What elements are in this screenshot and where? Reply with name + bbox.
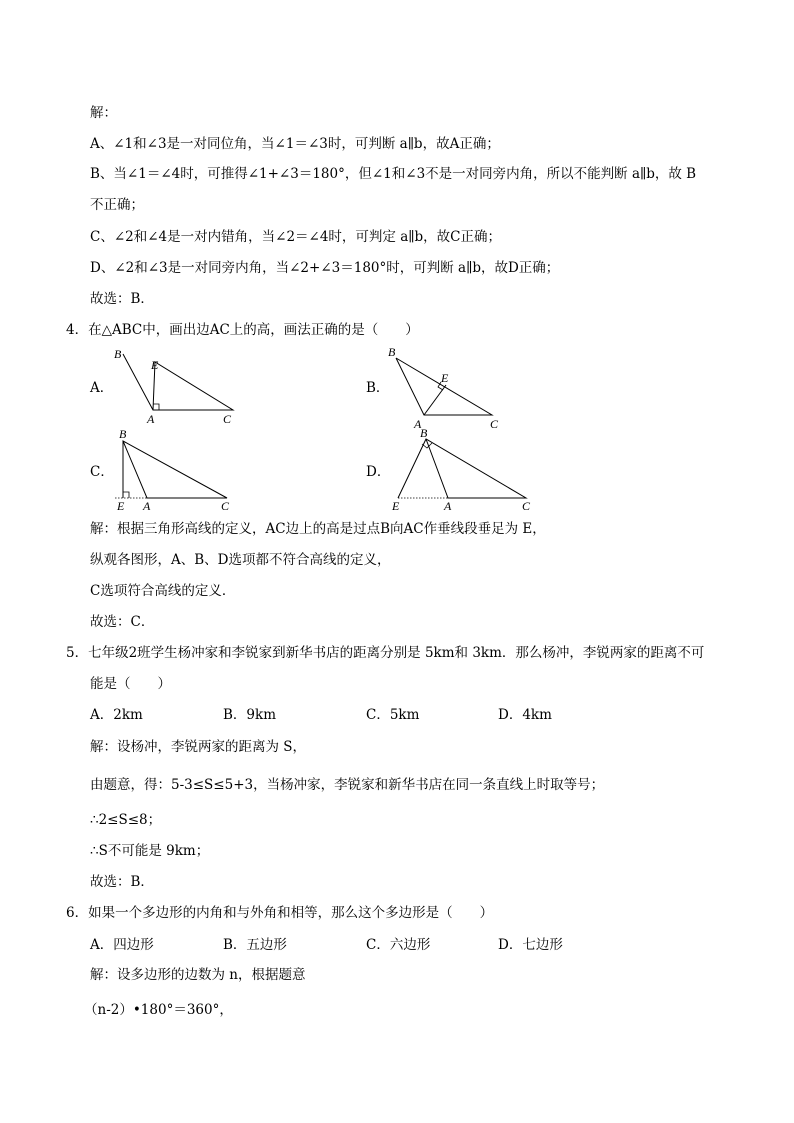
q4-stem: 4．在△ABC中，画出边AC上的高，画法正确的是（ ） <box>66 322 419 338</box>
q4-c-point-b: B <box>119 427 127 441</box>
q4-b-point-b: B <box>388 345 396 359</box>
q6-option-a: A．四边形 <box>90 937 154 953</box>
q4-option-a-label: A． <box>90 380 114 396</box>
q6-solution-line-2: （n-2）•180°＝360°， <box>84 1002 233 1018</box>
q4-solution-line-3: C选项符合高线的定义． <box>90 583 236 599</box>
q4-d-point-c: C <box>522 499 531 513</box>
q6-option-d: D．七边形 <box>498 937 563 953</box>
q4-c-point-e: E <box>117 499 125 513</box>
q4-option-c-label: C． <box>90 464 114 480</box>
q5-stem-line-1: 5．七年级2班学生杨冲家和李锐家到新华书店的距离分别是 5km和 3km．那么杨冲，李锐两家的距离不可 <box>66 645 705 661</box>
q5-solution-line-3: ∴2≤S≤8； <box>90 812 162 828</box>
q5-option-a: A．2km <box>90 707 143 723</box>
q5-option-b: B．9km <box>223 707 276 723</box>
q4-answer: 故选：C． <box>90 614 155 630</box>
q6-option-c: C．六边形 <box>366 937 431 953</box>
q6-option-b: B．五边形 <box>223 937 287 953</box>
q3-solution-line-d: D、∠2和∠3是一对同旁内角，当∠2+∠3＝180°时，可判断 a∥b，故D正确； <box>90 260 560 276</box>
q4-a-point-e: E <box>151 358 159 372</box>
q4-figure-b <box>382 342 522 432</box>
q6-stem: 6．如果一个多边形的内角和与外角和相等，那么这个多边形是（ ） <box>66 905 494 921</box>
q4-solution-line-1: 解：根据三角形高线的定义，AC边上的高是过点B向AC作垂线段垂足为 E， <box>90 521 546 537</box>
q4-b-point-a: A <box>414 417 422 431</box>
q5-solution-line-4: ∴S不可能是 9km； <box>90 843 210 859</box>
q4-d-point-b: B <box>420 426 428 440</box>
q4-a-point-a: A <box>147 412 155 426</box>
q4-figure-d <box>382 426 542 516</box>
q6-solution-line-1: 解：设多边形的边数为 n，根据题意 <box>90 967 306 983</box>
q5-option-d: D．4km <box>498 707 552 723</box>
q3-answer: 故选：B． <box>90 291 154 307</box>
q4-solution-line-2: 纵观各图形，A、B、D选项都不符合高线的定义， <box>90 552 391 568</box>
q4-b-point-c: C <box>490 417 499 431</box>
q4-d-point-a: A <box>444 499 452 513</box>
q4-option-d-label: D． <box>366 464 391 480</box>
q4-figure-a <box>105 342 245 432</box>
q3-solution-line-b1: B、当∠1＝∠4时，可推得∠1+∠3＝180°，但∠1和∠3不是一对同旁内角，所以不能判断 a∥b，故 B <box>90 166 697 182</box>
q3-solution-line-a: A、∠1和∠3是一对同位角，当∠1＝∠3时，可判断 a∥b，故A正确； <box>90 136 500 152</box>
q3-solution-heading: 解： <box>90 105 117 121</box>
q3-solution-line-c: C、∠2和∠4是一对内错角，当∠2＝∠4时，可判定 a∥b，故C正确； <box>90 229 501 245</box>
q3-solution-line-b2: 不正确； <box>90 197 144 213</box>
q4-figure-c <box>105 426 245 516</box>
q4-b-point-e: E <box>441 371 449 385</box>
q5-solution-line-1: 解：设杨冲，李锐两家的距离为 S， <box>90 739 307 755</box>
q4-c-point-c: C <box>221 499 230 513</box>
q4-a-point-c: C <box>223 412 232 426</box>
q5-option-c: C．5km <box>366 707 420 723</box>
q4-option-b-label: B． <box>366 380 390 396</box>
q4-c-point-a: A <box>143 499 151 513</box>
q5-solution-line-2: 由题意，得：5-3≤S≤5+3，当杨冲家，李锐家和新华书店在同一条直线上时取等号； <box>90 777 605 793</box>
q5-stem-line-2: 能是（ ） <box>90 676 171 692</box>
q5-answer: 故选：B． <box>90 874 154 890</box>
q4-a-point-b: B <box>114 347 122 361</box>
q4-d-point-e: E <box>392 499 400 513</box>
